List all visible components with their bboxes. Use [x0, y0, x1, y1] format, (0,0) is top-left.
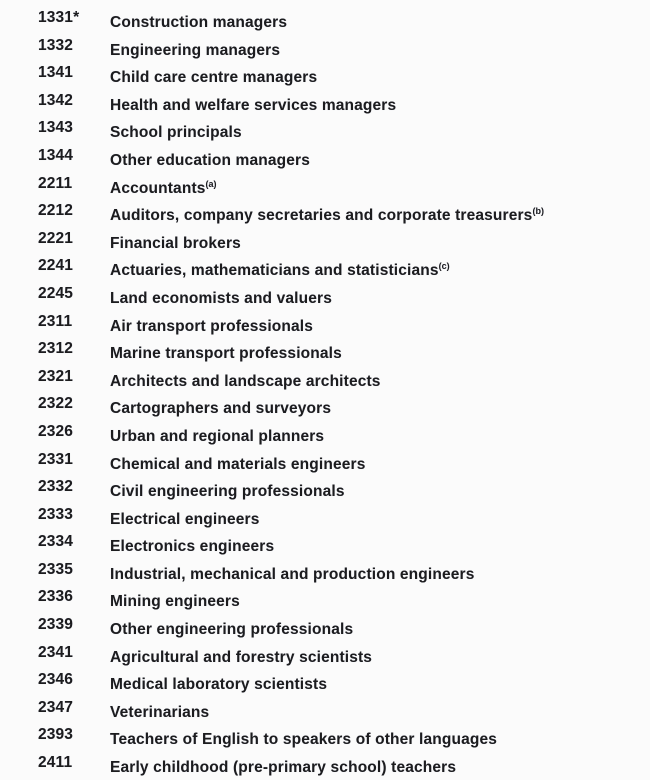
occupation-name-text: Engineering managers [110, 41, 281, 59]
occupation-name [110, 200, 544, 228]
list-item [0, 200, 650, 228]
occupation-name-text: School principals [110, 124, 242, 142]
occupation-name-text: Electronics engineers [110, 538, 275, 556]
occupation-name [110, 117, 242, 145]
list-item [0, 531, 650, 559]
occupation-code: 2334 [38, 533, 74, 551]
occupation-name-text: Urban and regional planners [110, 427, 325, 445]
list-item [0, 752, 650, 780]
occupation-name [110, 7, 287, 35]
occupation-code: 1332 [38, 36, 74, 54]
occupation-code: 2336 [38, 588, 74, 606]
occupation-name [110, 173, 217, 201]
occupation-code: 2311 [38, 312, 73, 330]
occupation-name-text: Civil engineering professionals [110, 483, 345, 501]
list-item [0, 504, 650, 532]
occupation-name [110, 697, 209, 725]
list-item [0, 283, 650, 311]
occupation-name-text: Other education managers [110, 151, 310, 169]
occupation-name-text: Marine transport professionals [110, 345, 342, 363]
occupation-name [110, 338, 342, 366]
occupation-code: 2322 [38, 395, 74, 413]
occupation-name [110, 283, 332, 311]
occupation-code: 2346 [38, 671, 74, 689]
occupation-name-text: Accountants [110, 179, 206, 197]
list-item [0, 697, 650, 725]
list-item [0, 62, 650, 90]
occupation-name [110, 669, 327, 697]
occupation-name-text: Auditors, company secretaries and corporate treasurers [110, 207, 533, 225]
occupation-code: 2211 [38, 174, 73, 192]
occupation-name [110, 255, 450, 283]
occupation-code: 2335 [38, 560, 74, 578]
occupation-code: 2241 [38, 257, 74, 275]
occupation-name-text: Electrical engineers [110, 510, 260, 528]
occupation-name [110, 145, 310, 173]
occupation-name [110, 642, 372, 670]
list-item [0, 586, 650, 614]
list-item [0, 255, 650, 283]
occupation-name-text: Actuaries, mathematicians and statisticians [110, 262, 439, 280]
occupation-name [110, 531, 274, 559]
occupation-name [110, 393, 331, 421]
list-item [0, 228, 650, 256]
occupation-code: 2331 [38, 450, 74, 468]
occupation-name [110, 366, 381, 394]
occupation-name-text: Air transport professionals [110, 317, 314, 335]
occupation-code: 2341 [38, 643, 74, 661]
occupation-name-text: Agricultural and forestry scientists [110, 648, 373, 666]
occupation-name [110, 449, 366, 477]
occupation-name [110, 421, 324, 449]
footnote-marker: (b) [532, 206, 544, 217]
occupation-name-text: Medical laboratory scientists [110, 676, 328, 694]
occupation-code: 1341 [38, 64, 74, 82]
list-item [0, 90, 650, 118]
occupation-name [110, 228, 241, 256]
occupation-code: 1344 [38, 146, 74, 164]
list-item [0, 35, 650, 63]
occupation-name [110, 724, 497, 752]
occupation-name-text: Teachers of English to speakers of other languages [110, 731, 498, 749]
list-item [0, 449, 650, 477]
list-item [0, 173, 650, 201]
occupation-code: 2393 [38, 726, 74, 744]
occupation-name-text: Other engineering professionals [110, 621, 354, 639]
occupation-name-text: Early childhood (pre-primary school) teachers [110, 759, 457, 777]
list-item [0, 476, 650, 504]
occupation-name [110, 476, 345, 504]
occupation-name-text: Construction managers [110, 14, 288, 31]
occupation-name-text: Industrial, mechanical and production engineers [110, 565, 475, 583]
occupation-code: 2347 [38, 698, 74, 716]
list-item [0, 724, 650, 752]
list-item [0, 117, 650, 145]
occupation-code: 2212 [38, 202, 74, 220]
list-item [0, 642, 650, 670]
occupation-name-text: Chemical and materials engineers [110, 455, 366, 473]
footnote-marker: (c) [438, 261, 450, 272]
list-item [0, 614, 650, 642]
list-item [0, 7, 650, 35]
list-item [0, 338, 650, 366]
occupation-name-text: Cartographers and surveyors [110, 400, 332, 418]
occupation-code: 2411 [38, 754, 73, 772]
occupation-code: 2333 [38, 505, 74, 523]
list-item [0, 366, 650, 394]
occupation-code: 1343 [38, 119, 74, 137]
list-item [0, 145, 650, 173]
occupation-code: 2321 [38, 367, 74, 385]
occupation-name [110, 559, 474, 587]
occupation-name-text: Land economists and valuers [110, 289, 332, 307]
occupation-name-text: Financial brokers [110, 234, 241, 252]
occupation-name-text: Mining engineers [110, 593, 240, 611]
occupation-name [110, 311, 313, 339]
occupation-name [110, 586, 240, 614]
list-item [0, 421, 650, 449]
footnote-marker: (a) [205, 178, 217, 189]
occupation-name [110, 62, 317, 90]
list-item [0, 669, 650, 697]
occupation-code: 2339 [38, 616, 74, 634]
occupation-name-text: Veterinarians [110, 703, 210, 721]
occupation-name-text: Child care centre managers [110, 69, 318, 87]
occupation-code: 2312 [38, 340, 74, 358]
occupation-code: 2221 [38, 229, 74, 247]
occupation-name [110, 90, 396, 118]
list-item [0, 559, 650, 587]
occupation-name [110, 614, 353, 642]
occupation-code: 2326 [38, 422, 74, 440]
occupation-code: 2332 [38, 478, 74, 496]
occupation-name-text: Health and welfare services managers [110, 96, 397, 114]
occupation-name [110, 752, 456, 780]
occupation-name-text: Architects and landscape architects [110, 372, 381, 390]
occupation-code: 1331* [38, 9, 80, 26]
list-item [0, 393, 650, 421]
list-item [0, 311, 650, 339]
occupation-name [110, 504, 259, 532]
occupation-name [110, 35, 280, 63]
occupation-code: 1342 [38, 91, 74, 109]
occupation-code: 2245 [38, 284, 74, 302]
